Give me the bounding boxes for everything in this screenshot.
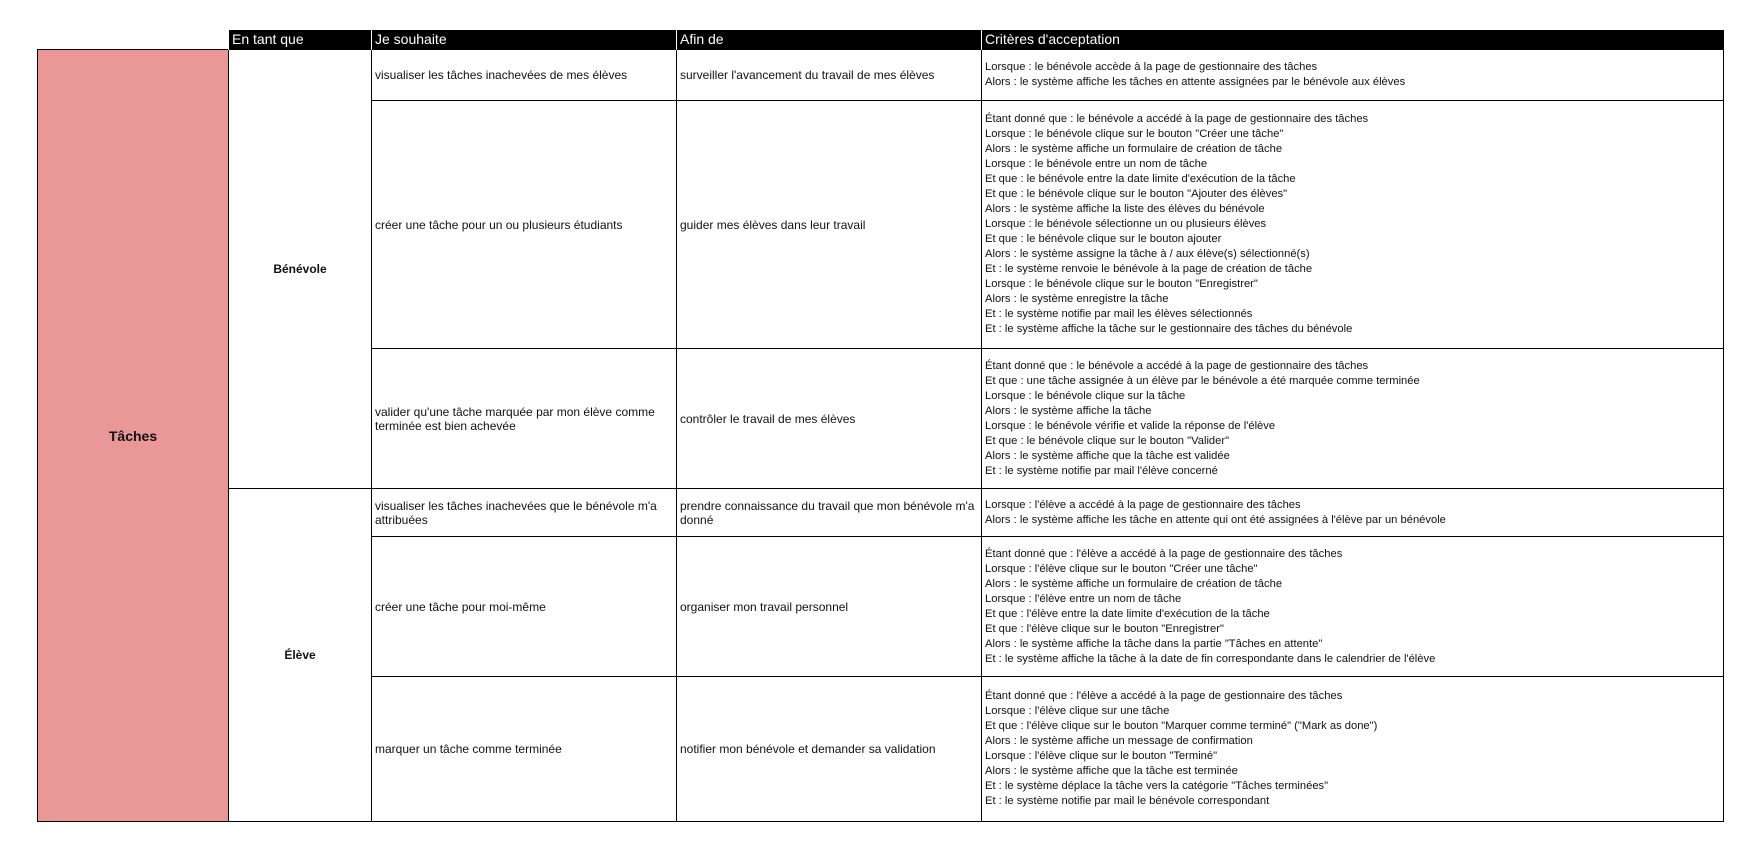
role-cell-benevole: Bénévole [229, 50, 372, 489]
header-criteria: Critères d'acceptation [982, 30, 1724, 50]
goal-cell: guider mes élèves dans leur travail [677, 101, 982, 349]
criteria-cell: Lorsque : l'élève a accédé à la page de gestionnaire des tâches Alors : le système affiche les tâche en attente qui ont été assignées à l'élève par un bénévole [982, 489, 1724, 537]
criteria-cell: Étant donné que : l'élève a accédé à la page de gestionnaire des tâches Lorsque : l'élève clique sur une tâche Et que : l'élève clique sur le bouton "Marquer comme terminé" ("Mark as done") Alors : le système affiche un message de confirmation Lorsque : l'élève clique sur le bouton "Terminé" Alors : le système affiche que la tâche est terminée Et : le système déplace la tâche vers la catégorie "Tâches terminées" Et : le système notifie par mail le bénévole correspondant [982, 677, 1724, 822]
criteria-cell: Étant donné que : l'élève a accédé à la page de gestionnaire des tâches Lorsque : l'élève clique sur le bouton "Créer une tâche" Alors : le système affiche un formulaire de création de tâche Lorsque : l'élève entre un nom de tâche Et que : l'élève entre la date limite d'exécution de la tâche Et que : l'élève clique sur le bouton "Enregistrer" Alors : le système affiche la tâche dans la partie "Tâches en attente" Et : le système affiche la tâche à la date de fin correspondante dans le calendrier de l'élève [982, 537, 1724, 677]
goal-cell: contrôler le travail de mes élèves [677, 349, 982, 489]
wish-cell: marquer un tâche comme terminée [372, 677, 677, 822]
wish-cell: créer une tâche pour moi-même [372, 537, 677, 677]
goal-cell: prendre connaissance du travail que mon bénévole m'a donné [677, 489, 982, 537]
epic-cell: Tâches [38, 50, 229, 822]
header-goal: Afin de [677, 30, 982, 50]
header-role: En tant que [229, 30, 372, 50]
header-blank-cell [38, 30, 229, 50]
table-row [38, 489, 1724, 537]
criteria-cell: Lorsque : le bénévole accède à la page de gestionnaire des tâches Alors : le système affiche les tâches en attente assignées par le bénévole aux élèves [982, 50, 1724, 101]
wish-cell: valider qu'une tâche marquée par mon élève comme terminée est bien achevée [372, 349, 677, 489]
goal-cell: surveiller l'avancement du travail de mes élèves [677, 50, 982, 101]
header-row [38, 30, 1724, 50]
role-cell-eleve: Élève [229, 489, 372, 822]
user-stories-table [37, 30, 1724, 822]
goal-cell: notifier mon bénévole et demander sa validation [677, 677, 982, 822]
criteria-cell: Étant donné que : le bénévole a accédé à la page de gestionnaire des tâches Et que : une tâche assignée à un élève par le bénévole a été marquée comme terminée Lorsque : le bénévole clique sur la tâche Alors : le système affiche la tâche Lorsque : le bénévole vérifie et valide la réponse de l'élève Et que : le bénévole clique sur le bouton "Valider" Alors : le système affiche que la tâche est validée Et : le système notifie par mail l'élève concerné [982, 349, 1724, 489]
goal-cell: organiser mon travail personnel [677, 537, 982, 677]
table-row [38, 50, 1724, 101]
wish-cell: visualiser les tâches inachevées que le bénévole m'a attribuées [372, 489, 677, 537]
wish-cell: créer une tâche pour un ou plusieurs étudiants [372, 101, 677, 349]
criteria-cell: Étant donné que : le bénévole a accédé à la page de gestionnaire des tâches Lorsque : le bénévole clique sur le bouton "Créer une tâche" Alors : le système affiche un formulaire de création de tâche Lorsque : le bénévole entre un nom de tâche Et que : le bénévole entre la date limite d'exécution de la tâche Et que : le bénévole clique sur le bouton "Ajouter des élèves" Alors : le système affiche la liste des élèves du bénévole Lorsque : le bénévole sélectionne un ou plusieurs élèves Et que : le bénévole clique sur le bouton ajouter Alors : le système assigne la tâche à / aux élève(s) sélectionné(s) Et : le système renvoie le bénévole à la page de création de tâche Lorsque : le bénévole clique sur le bouton "Enregistrer" Alors : le système enregistre la tâche Et : le système notifie par mail les élèves sélectionnés Et : le système affiche la tâche sur le gestionnaire des tâches du bénévole [982, 101, 1724, 349]
header-wish: Je souhaite [372, 30, 677, 50]
wish-cell: visualiser les tâches inachevées de mes élèves [372, 50, 677, 101]
